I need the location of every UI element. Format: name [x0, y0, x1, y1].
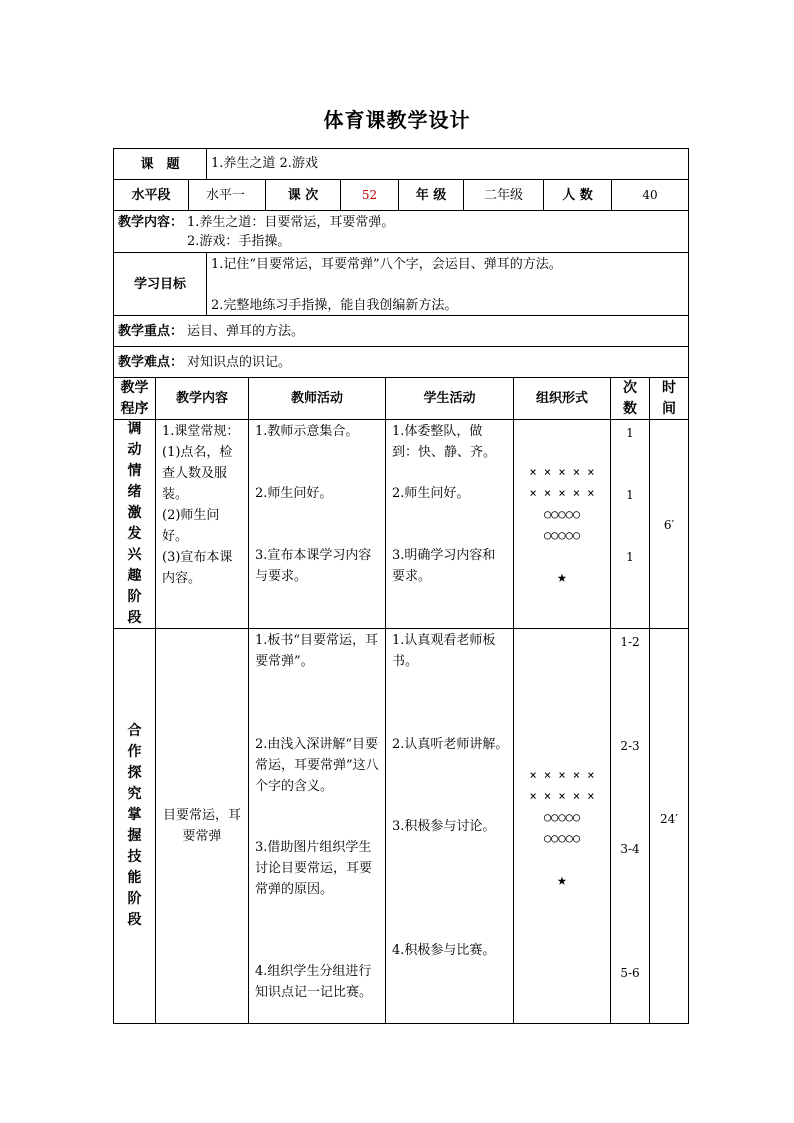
stage2-duration-value: 24′	[660, 812, 678, 826]
stage2-duration	[649, 628, 689, 1024]
difficulties-value: 对知识点的识记。	[187, 355, 292, 370]
stage1-organization	[513, 419, 611, 629]
key-points-label: 教学重点：	[118, 324, 184, 339]
stage2-times-3: 3-4	[620, 842, 640, 856]
formation-row-x: × × × × ×	[529, 465, 595, 479]
grade-label: 年 级	[398, 179, 464, 211]
topic-value: 1.养生之道 2.游戏	[206, 148, 689, 180]
teaching-content-line2: 2.游戏：手指操。	[187, 234, 291, 249]
level-label: 水平段	[113, 179, 189, 211]
lesson-label: 课 次	[265, 179, 341, 211]
learning-goals-value	[206, 252, 689, 316]
stage2-student-1: 1.认真观看老师板书。	[392, 633, 496, 669]
col-student: 学生活动	[385, 377, 514, 420]
formation-row-x: × × × × ×	[529, 789, 595, 803]
stage2-teacher-2: 2.由浅入深讲解“目要常运，耳要常弹”这八个字的含义。	[255, 737, 379, 794]
stage1-student	[385, 419, 514, 629]
topic-label: 课 题	[113, 148, 207, 180]
stage2-student-4: 4.积极参与比赛。	[392, 943, 496, 958]
formation-row-o: ○○○○○	[543, 528, 581, 542]
stage2-teacher-4: 4.组织学生分组进行知识点记一记比赛。	[255, 964, 373, 1000]
level-value: 水平一	[188, 179, 266, 211]
stage2-student-3: 3.积极参与讨论。	[392, 819, 496, 834]
teaching-content-row	[113, 210, 689, 253]
stage2-times-1: 1-2	[620, 635, 640, 649]
lesson-plan-table	[113, 148, 689, 1024]
col-content: 教学内容	[155, 377, 249, 420]
teaching-content-line1: 1.养生之道：目要常运，耳要常弹。	[187, 215, 395, 230]
stage2-organization	[513, 628, 611, 1024]
teacher-star-icon: ★	[557, 870, 567, 889]
col-teacher: 教师活动	[248, 377, 386, 420]
stage2-teacher-1: 1.板书“目要常运，耳要常弹”。	[255, 633, 379, 669]
col-organization: 组织形式	[513, 377, 611, 420]
learning-goal-1: 1.记住“目要常运，耳要常弹”八个字，会运目、弹耳的方法。	[211, 257, 562, 272]
key-points-row	[113, 315, 689, 347]
stage1-times-2: 1	[626, 488, 634, 502]
stage2-teacher	[248, 628, 386, 1024]
stage2-times	[610, 628, 650, 1024]
stage2-teacher-3: 3.借助图片组织学生讨论目要常运，耳要常弹的原因。	[255, 840, 373, 897]
stage1-duration-value: 6′	[663, 518, 675, 532]
formation-row-x: × × × × ×	[529, 768, 595, 782]
stage1-teacher-1: 1.教师示意集合。	[255, 424, 359, 439]
teacher-star-icon: ★	[557, 567, 567, 586]
stage1-name: 调动情绪激发兴趣阶段	[113, 419, 156, 629]
stage1-teacher-2: 2.师生问好。	[255, 486, 333, 501]
learning-goal-2: 2.完整地练习手指操，能自我创编新方法。	[211, 298, 458, 313]
stage1-teacher	[248, 419, 386, 629]
stage2-name: 合作探究掌握技能阶段	[113, 628, 156, 1024]
stage2-content: 目要常运，耳要常弹	[155, 628, 249, 1024]
stage1-teacher-3: 3.宣布本课学习内容与要求。	[255, 548, 372, 584]
key-points-value: 运目、弹耳的方法。	[187, 324, 305, 339]
col-times: 次数	[610, 377, 650, 420]
stage2-times-2: 2-3	[620, 739, 640, 753]
stage1-times-3: 1	[626, 550, 634, 564]
stage1-student-2: 2.师生问好。	[392, 486, 470, 501]
document-title: 体育课教学设计	[323, 108, 471, 132]
stage2-student	[385, 628, 514, 1024]
lesson-value: 52	[340, 179, 399, 211]
formation-row-o: ○○○○○	[543, 507, 581, 521]
count-value: 40	[611, 179, 689, 211]
difficulties-row	[113, 346, 689, 378]
learning-goals-label: 学习目标	[113, 252, 207, 316]
stage1-content: 1.课堂常规： (1)点名，检查人数及服装。 (2)师生问好。 (3)宣布本课内容。	[155, 419, 249, 629]
grade-value: 二年级	[463, 179, 544, 211]
stage1-student-3: 3.明确学习内容和要求。	[392, 548, 496, 584]
formation-row-o: ○○○○○	[543, 831, 581, 845]
formation-row-o: ○○○○○	[543, 810, 581, 824]
stage1-times	[610, 419, 650, 629]
stage2-times-4: 5-6	[620, 966, 640, 980]
stage2-student-2: 2.认真听老师讲解。	[392, 737, 509, 752]
stage1-times-1: 1	[626, 426, 634, 440]
teaching-content-label: 教学内容：	[118, 215, 184, 230]
col-duration: 时间	[649, 377, 689, 420]
formation-row-x: × × × × ×	[529, 486, 595, 500]
difficulties-label: 教学难点：	[118, 355, 184, 370]
stage1-student-1: 1.体委整队，做到：快、静、齐。	[392, 424, 497, 460]
count-label: 人 数	[543, 179, 612, 211]
stage1-duration	[649, 419, 689, 629]
col-procedure: 教学程序	[113, 377, 156, 420]
